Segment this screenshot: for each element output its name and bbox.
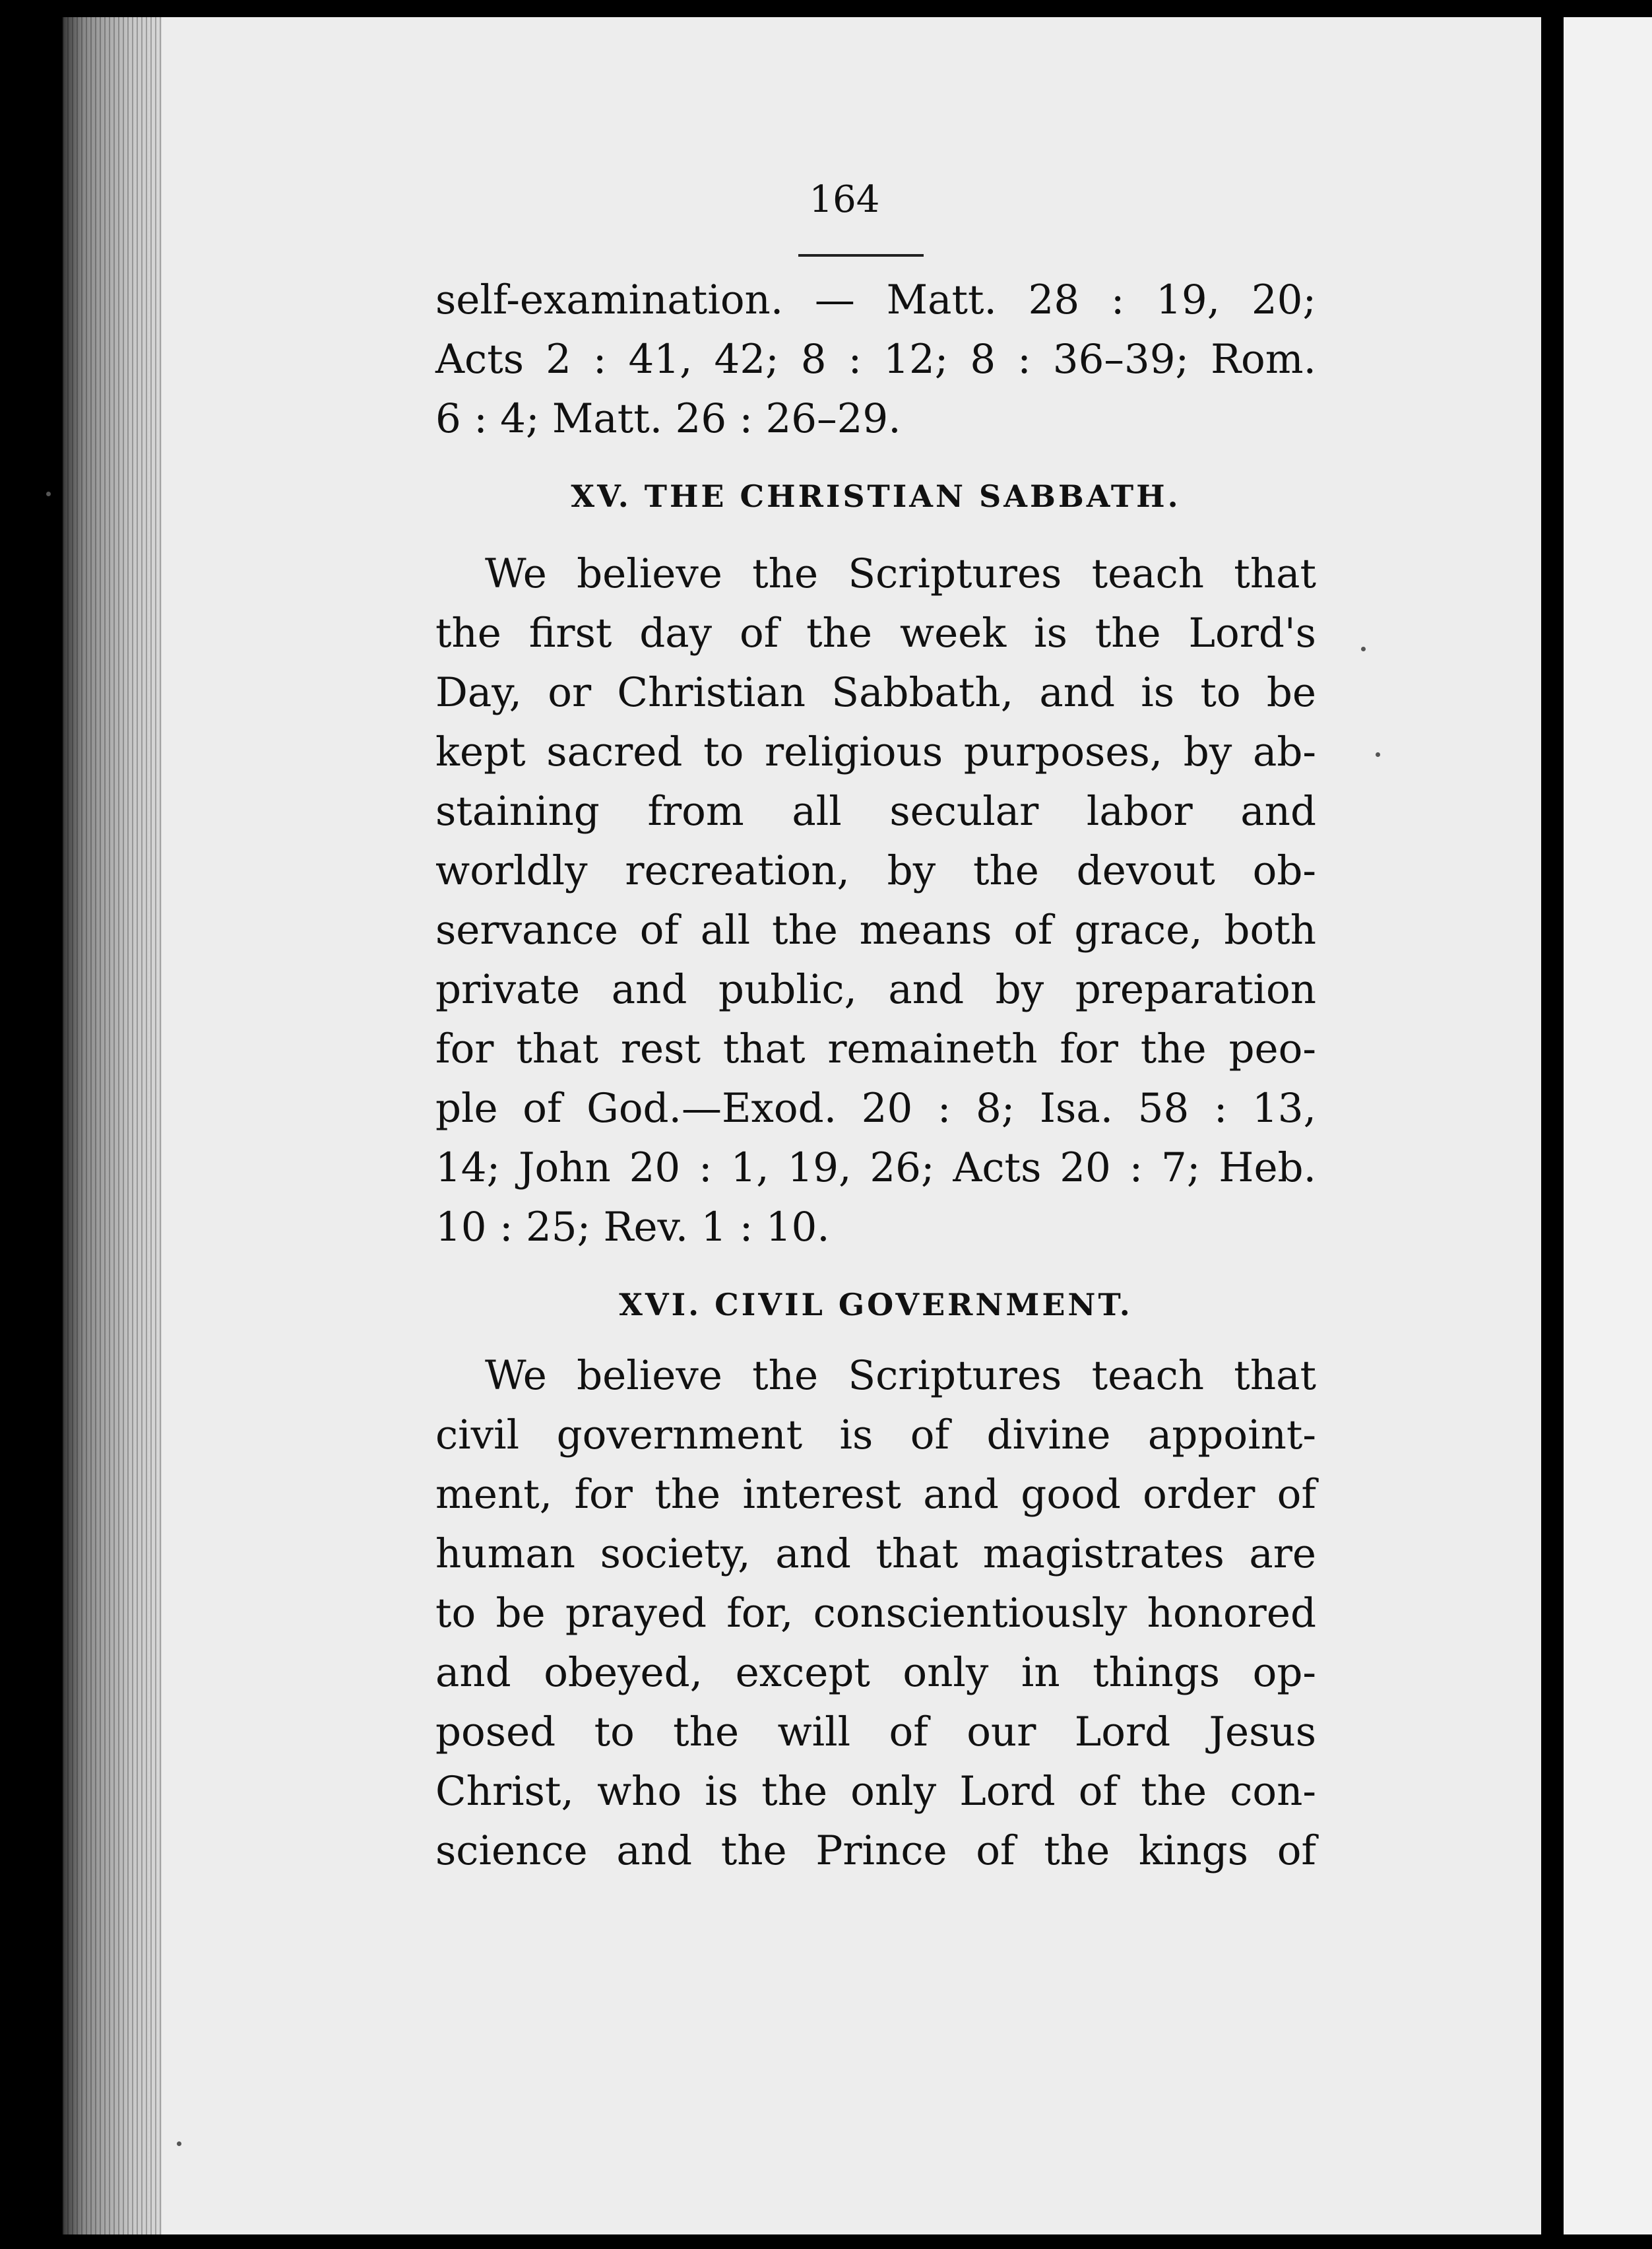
header-rule	[798, 254, 924, 257]
continuation-paragraph	[435, 271, 1316, 449]
text-line: ment, for the interest and good order of	[435, 1471, 1316, 1518]
text-line: and obeyed, except only in things op-	[435, 1649, 1316, 1696]
text-line: 6 : 4; Matt. 26 : 26–29.	[435, 395, 901, 442]
text-line: servance of all the means of grace, both	[435, 907, 1316, 954]
text-line: Acts 2 : 41, 42; 8 : 12; 8 : 36–39; Rom.	[435, 336, 1316, 383]
text-line: civil government is of divine appoint-	[435, 1412, 1316, 1458]
scan-speck	[177, 2141, 181, 2146]
text-line: the first day of the week is the Lord's	[435, 610, 1316, 657]
facing-page-edge	[1564, 17, 1652, 2234]
section-xv-paragraph	[435, 544, 1316, 1257]
page-gutter	[1541, 17, 1550, 2234]
text-line: staining from all secular labor and	[435, 788, 1316, 835]
text-line: 10 : 25; Rev. 1 : 10.	[435, 1204, 830, 1251]
text-line: worldly recreation, by the devout ob-	[435, 847, 1316, 894]
text-line: We believe the Scriptures teach that	[485, 1352, 1316, 1399]
page-edge-stack	[63, 17, 172, 2234]
text-line: posed to the will of our Lord Jesus	[435, 1709, 1316, 1755]
scan-speck	[1376, 752, 1380, 757]
scan-speck	[46, 492, 51, 496]
text-line: science and the Prince of the kings of	[435, 1827, 1316, 1874]
text-line: ple of God.—Exod. 20 : 8; Isa. 58 : 13,	[435, 1085, 1316, 1132]
section-heading-xvi: XVI. CIVIL GOVERNMENT.	[619, 1287, 1133, 1322]
text-line: self-examination. — Matt. 28 : 19, 20;	[435, 277, 1316, 323]
text-line: Christ, who is the only Lord of the con-	[435, 1768, 1316, 1815]
scan-speck	[1361, 647, 1366, 651]
text-line: kept sacred to religious purposes, by ab-	[435, 729, 1316, 775]
page-number: 164	[809, 178, 880, 221]
text-line: for that rest that remaineth for the peo-	[435, 1026, 1316, 1072]
text-line: We believe the Scriptures teach that	[485, 550, 1316, 597]
section-heading-xv: XV. THE CHRISTIAN SABBATH.	[571, 478, 1181, 514]
text-line: to be prayed for, conscientiously honored	[435, 1590, 1316, 1637]
text-line: human society, and that magistrates are	[435, 1530, 1316, 1577]
section-xvi-paragraph	[435, 1346, 1316, 1881]
text-line: private and public, and by preparation	[435, 966, 1316, 1013]
text-line: 14; John 20 : 1, 19, 26; Acts 20 : 7; Heb.	[435, 1144, 1316, 1191]
text-line: Day, or Christian Sabbath, and is to be	[435, 669, 1316, 716]
